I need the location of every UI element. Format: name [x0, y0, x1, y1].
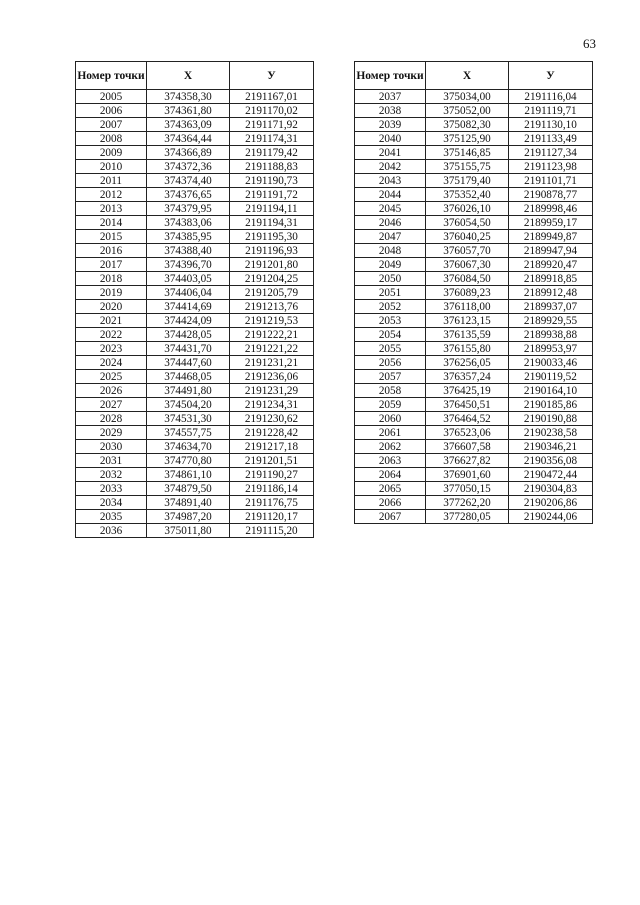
- cell-y: 2191176,75: [230, 496, 314, 510]
- cell-point-number: 2033: [76, 482, 147, 496]
- table-row: [76, 384, 314, 398]
- cell-point-number: 2066: [355, 496, 426, 510]
- cell-point-number: 2043: [355, 174, 426, 188]
- cell-y: 2190185,86: [509, 398, 593, 412]
- cell-x: 375082,30: [426, 118, 509, 132]
- table-row: [355, 454, 593, 468]
- cell-x: 376425,19: [426, 384, 509, 398]
- table-row: [355, 412, 593, 426]
- table-row: [355, 468, 593, 482]
- cell-x: 376054,50: [426, 216, 509, 230]
- cell-y: 2190244,06: [509, 510, 593, 524]
- table-row: [76, 104, 314, 118]
- table-row: [355, 314, 593, 328]
- table-row: [76, 146, 314, 160]
- cell-y: 2189937,07: [509, 300, 593, 314]
- cell-point-number: 2032: [76, 468, 147, 482]
- table-row: [355, 370, 593, 384]
- table-row: [76, 188, 314, 202]
- cell-x: 376450,51: [426, 398, 509, 412]
- cell-point-number: 2011: [76, 174, 147, 188]
- table-header-row: [76, 62, 314, 90]
- table-row: [355, 216, 593, 230]
- cell-x: 374987,20: [147, 510, 230, 524]
- cell-x: 375155,75: [426, 160, 509, 174]
- cell-x: 375146,85: [426, 146, 509, 160]
- header-point-number: Номер точки: [76, 62, 147, 90]
- cell-y: 2191171,92: [230, 118, 314, 132]
- cell-point-number: 2008: [76, 132, 147, 146]
- cell-y: 2191201,80: [230, 258, 314, 272]
- cell-x: 374770,80: [147, 454, 230, 468]
- cell-point-number: 2035: [76, 510, 147, 524]
- cell-y: 2190356,08: [509, 454, 593, 468]
- coordinates-table-right: [354, 61, 593, 524]
- cell-point-number: 2054: [355, 328, 426, 342]
- header-point-number: Номер точки: [355, 62, 426, 90]
- cell-x: 374891,40: [147, 496, 230, 510]
- cell-point-number: 2067: [355, 510, 426, 524]
- cell-point-number: 2028: [76, 412, 147, 426]
- cell-point-number: 2064: [355, 468, 426, 482]
- cell-x: 374363,09: [147, 118, 230, 132]
- cell-x: 374504,20: [147, 398, 230, 412]
- cell-x: 374861,10: [147, 468, 230, 482]
- table-row: [355, 482, 593, 496]
- table-row: [76, 272, 314, 286]
- cell-point-number: 2036: [76, 524, 147, 538]
- table-row: [76, 342, 314, 356]
- cell-x: 374388,40: [147, 244, 230, 258]
- cell-y: 2189912,48: [509, 286, 593, 300]
- cell-point-number: 2014: [76, 216, 147, 230]
- cell-point-number: 2031: [76, 454, 147, 468]
- cell-point-number: 2062: [355, 440, 426, 454]
- header-x: X: [147, 62, 230, 90]
- cell-point-number: 2021: [76, 314, 147, 328]
- cell-x: 376464,52: [426, 412, 509, 426]
- cell-x: 374364,44: [147, 132, 230, 146]
- cell-point-number: 2038: [355, 104, 426, 118]
- cell-y: 2190206,86: [509, 496, 593, 510]
- cell-y: 2191219,53: [230, 314, 314, 328]
- cell-point-number: 2012: [76, 188, 147, 202]
- cell-x: 375179,40: [426, 174, 509, 188]
- table-row: [76, 328, 314, 342]
- cell-x: 377280,05: [426, 510, 509, 524]
- cell-y: 2191133,49: [509, 132, 593, 146]
- cell-y: 2191186,14: [230, 482, 314, 496]
- table-row: [355, 510, 593, 524]
- cell-y: 2191116,04: [509, 90, 593, 104]
- cell-y: 2191190,73: [230, 174, 314, 188]
- header-x: X: [426, 62, 509, 90]
- cell-y: 2191127,34: [509, 146, 593, 160]
- cell-y: 2191195,30: [230, 230, 314, 244]
- cell-point-number: 2022: [76, 328, 147, 342]
- cell-y: 2189947,94: [509, 244, 593, 258]
- cell-y: 2191130,10: [509, 118, 593, 132]
- table-row: [76, 426, 314, 440]
- cell-point-number: 2030: [76, 440, 147, 454]
- cell-x: 376357,24: [426, 370, 509, 384]
- table-header-row: [355, 62, 593, 90]
- cell-x: 376084,50: [426, 272, 509, 286]
- cell-x: 376135,59: [426, 328, 509, 342]
- cell-point-number: 2017: [76, 258, 147, 272]
- cell-x: 374361,80: [147, 104, 230, 118]
- table-row: [355, 328, 593, 342]
- header-y: У: [509, 62, 593, 90]
- cell-point-number: 2042: [355, 160, 426, 174]
- cell-point-number: 2019: [76, 286, 147, 300]
- table-row: [355, 90, 593, 104]
- cell-point-number: 2052: [355, 300, 426, 314]
- cell-y: 2190190,88: [509, 412, 593, 426]
- cell-x: 374358,30: [147, 90, 230, 104]
- table-row: [76, 216, 314, 230]
- cell-x: 374414,69: [147, 300, 230, 314]
- cell-point-number: 2006: [76, 104, 147, 118]
- table-row: [76, 356, 314, 370]
- cell-y: 2191234,31: [230, 398, 314, 412]
- cell-x: 376040,25: [426, 230, 509, 244]
- cell-y: 2191123,98: [509, 160, 593, 174]
- cell-y: 2189929,55: [509, 314, 593, 328]
- cell-y: 2190119,52: [509, 370, 593, 384]
- table-row: [355, 174, 593, 188]
- cell-x: 376155,80: [426, 342, 509, 356]
- cell-point-number: 2048: [355, 244, 426, 258]
- cell-point-number: 2046: [355, 216, 426, 230]
- cell-x: 376089,23: [426, 286, 509, 300]
- table-row: [76, 482, 314, 496]
- cell-point-number: 2009: [76, 146, 147, 160]
- cell-point-number: 2056: [355, 356, 426, 370]
- cell-y: 2191204,25: [230, 272, 314, 286]
- cell-y: 2189918,85: [509, 272, 593, 286]
- cell-y: 2189953,97: [509, 342, 593, 356]
- cell-x: 377050,15: [426, 482, 509, 496]
- cell-x: 374447,60: [147, 356, 230, 370]
- cell-y: 2190238,58: [509, 426, 593, 440]
- cell-point-number: 2057: [355, 370, 426, 384]
- cell-x: 374634,70: [147, 440, 230, 454]
- cell-x: 374385,95: [147, 230, 230, 244]
- cell-x: 376607,58: [426, 440, 509, 454]
- cell-x: 376256,05: [426, 356, 509, 370]
- table-row: [355, 286, 593, 300]
- table-row: [355, 426, 593, 440]
- cell-point-number: 2050: [355, 272, 426, 286]
- cell-x: 376057,70: [426, 244, 509, 258]
- table-row: [355, 244, 593, 258]
- cell-point-number: 2039: [355, 118, 426, 132]
- cell-point-number: 2065: [355, 482, 426, 496]
- cell-point-number: 2025: [76, 370, 147, 384]
- cell-x: 375352,40: [426, 188, 509, 202]
- cell-point-number: 2018: [76, 272, 147, 286]
- cell-point-number: 2024: [76, 356, 147, 370]
- cell-x: 374428,05: [147, 328, 230, 342]
- cell-point-number: 2027: [76, 398, 147, 412]
- cell-y: 2191179,42: [230, 146, 314, 160]
- table-row: [355, 160, 593, 174]
- cell-x: 375125,90: [426, 132, 509, 146]
- cell-x: 374491,80: [147, 384, 230, 398]
- cell-x: 375034,00: [426, 90, 509, 104]
- cell-point-number: 2047: [355, 230, 426, 244]
- table-row: [76, 314, 314, 328]
- table-row: [76, 496, 314, 510]
- cell-x: 376123,15: [426, 314, 509, 328]
- cell-x: 374468,05: [147, 370, 230, 384]
- table-row: [355, 272, 593, 286]
- table-row: [355, 118, 593, 132]
- cell-x: 374424,09: [147, 314, 230, 328]
- table-row: [76, 90, 314, 104]
- table-row: [76, 118, 314, 132]
- table-row: [355, 356, 593, 370]
- cell-point-number: 2020: [76, 300, 147, 314]
- table-row: [76, 468, 314, 482]
- cell-y: 2190304,83: [509, 482, 593, 496]
- table-row: [76, 440, 314, 454]
- cell-point-number: 2005: [76, 90, 147, 104]
- cell-y: 2191205,79: [230, 286, 314, 300]
- cell-y: 2191222,21: [230, 328, 314, 342]
- cell-y: 2191231,21: [230, 356, 314, 370]
- cell-point-number: 2015: [76, 230, 147, 244]
- cell-x: 376901,60: [426, 468, 509, 482]
- cell-point-number: 2044: [355, 188, 426, 202]
- cell-x: 374531,30: [147, 412, 230, 426]
- table-row: [355, 132, 593, 146]
- cell-point-number: 2055: [355, 342, 426, 356]
- cell-y: 2191194,11: [230, 202, 314, 216]
- table-row: [355, 188, 593, 202]
- table-row: [355, 440, 593, 454]
- cell-x: 376026,10: [426, 202, 509, 216]
- cell-x: 374379,95: [147, 202, 230, 216]
- table-row: [355, 300, 593, 314]
- table-row: [76, 174, 314, 188]
- table-row: [76, 244, 314, 258]
- cell-x: 374879,50: [147, 482, 230, 496]
- cell-point-number: 2041: [355, 146, 426, 160]
- cell-point-number: 2023: [76, 342, 147, 356]
- cell-y: 2190878,77: [509, 188, 593, 202]
- cell-point-number: 2029: [76, 426, 147, 440]
- cell-x: 376067,30: [426, 258, 509, 272]
- table-row: [76, 202, 314, 216]
- table-row: [76, 160, 314, 174]
- cell-point-number: 2007: [76, 118, 147, 132]
- cell-point-number: 2058: [355, 384, 426, 398]
- cell-point-number: 2013: [76, 202, 147, 216]
- table-row: [355, 496, 593, 510]
- cell-x: 374406,04: [147, 286, 230, 300]
- cell-x: 374372,36: [147, 160, 230, 174]
- table-row: [355, 258, 593, 272]
- cell-y: 2190164,10: [509, 384, 593, 398]
- cell-x: 374376,65: [147, 188, 230, 202]
- cell-y: 2191217,18: [230, 440, 314, 454]
- cell-point-number: 2026: [76, 384, 147, 398]
- cell-x: 375011,80: [147, 524, 230, 538]
- cell-y: 2191213,76: [230, 300, 314, 314]
- cell-point-number: 2059: [355, 398, 426, 412]
- cell-x: 376627,82: [426, 454, 509, 468]
- cell-y: 2191194,31: [230, 216, 314, 230]
- cell-y: 2191191,72: [230, 188, 314, 202]
- page-number: 63: [583, 36, 596, 51]
- cell-point-number: 2010: [76, 160, 147, 174]
- table-row: [76, 286, 314, 300]
- cell-y: 2191101,71: [509, 174, 593, 188]
- cell-y: 2191188,83: [230, 160, 314, 174]
- cell-point-number: 2037: [355, 90, 426, 104]
- cell-y: 2191201,51: [230, 454, 314, 468]
- cell-y: 2191167,01: [230, 90, 314, 104]
- cell-point-number: 2063: [355, 454, 426, 468]
- cell-y: 2191120,17: [230, 510, 314, 524]
- cell-y: 2190033,46: [509, 356, 593, 370]
- cell-x: 374557,75: [147, 426, 230, 440]
- cell-point-number: 2053: [355, 314, 426, 328]
- cell-y: 2190472,44: [509, 468, 593, 482]
- cell-x: 374396,70: [147, 258, 230, 272]
- cell-y: 2191119,71: [509, 104, 593, 118]
- cell-point-number: 2034: [76, 496, 147, 510]
- cell-x: 374383,06: [147, 216, 230, 230]
- table-row: [76, 412, 314, 426]
- cell-x: 374374,40: [147, 174, 230, 188]
- cell-point-number: 2049: [355, 258, 426, 272]
- cell-x: 374366,89: [147, 146, 230, 160]
- table-row: [355, 104, 593, 118]
- cell-y: 2189920,47: [509, 258, 593, 272]
- table-row: [76, 132, 314, 146]
- table-row: [355, 202, 593, 216]
- cell-y: 2191231,29: [230, 384, 314, 398]
- table-row: [76, 398, 314, 412]
- table-row: [76, 300, 314, 314]
- cell-point-number: 2016: [76, 244, 147, 258]
- cell-y: 2191170,02: [230, 104, 314, 118]
- cell-y: 2191115,20: [230, 524, 314, 538]
- table-row: [76, 230, 314, 244]
- cell-y: 2189959,17: [509, 216, 593, 230]
- cell-y: 2189938,88: [509, 328, 593, 342]
- cell-y: 2191174,31: [230, 132, 314, 146]
- cell-point-number: 2040: [355, 132, 426, 146]
- cell-point-number: 2061: [355, 426, 426, 440]
- header-y: У: [230, 62, 314, 90]
- cell-x: 375052,00: [426, 104, 509, 118]
- table-row: [76, 258, 314, 272]
- cell-y: 2190346,21: [509, 440, 593, 454]
- cell-y: 2191228,42: [230, 426, 314, 440]
- cell-x: 376523,06: [426, 426, 509, 440]
- table-row: [355, 146, 593, 160]
- cell-y: 2191221,22: [230, 342, 314, 356]
- cell-y: 2191236,06: [230, 370, 314, 384]
- cell-x: 374431,70: [147, 342, 230, 356]
- cell-y: 2189949,87: [509, 230, 593, 244]
- table-row: [355, 398, 593, 412]
- cell-x: 376118,00: [426, 300, 509, 314]
- table-row: [76, 370, 314, 384]
- table-row: [355, 230, 593, 244]
- table-row: [76, 510, 314, 524]
- table-row: [355, 342, 593, 356]
- cell-y: 2191230,62: [230, 412, 314, 426]
- cell-point-number: 2045: [355, 202, 426, 216]
- cell-x: 374403,05: [147, 272, 230, 286]
- coordinates-table-left: [75, 61, 314, 538]
- cell-y: 2189998,46: [509, 202, 593, 216]
- cell-point-number: 2060: [355, 412, 426, 426]
- cell-y: 2191196,93: [230, 244, 314, 258]
- table-row: [76, 454, 314, 468]
- cell-y: 2191190,27: [230, 468, 314, 482]
- cell-point-number: 2051: [355, 286, 426, 300]
- table-row: [355, 384, 593, 398]
- cell-x: 377262,20: [426, 496, 509, 510]
- table-row: [76, 524, 314, 538]
